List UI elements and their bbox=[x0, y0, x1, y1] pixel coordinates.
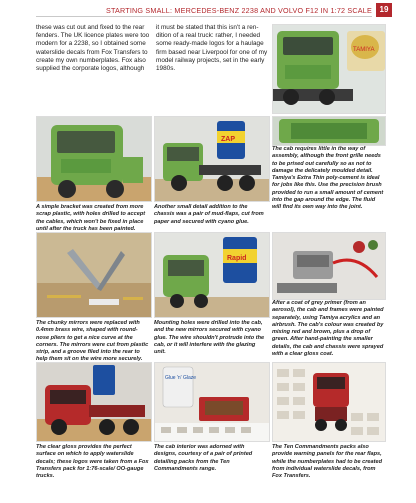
caption-mounting-holes: Mounting holes were drilled into the cab, and the new mirrors secured with cyano glue. The wire shouldn't protrude into the cab, or it will interfere with the glazing unit. bbox=[154, 320, 265, 356]
glue-label: Glue 'n' Glaze bbox=[165, 375, 197, 381]
photo-cab-interior-glue bbox=[154, 362, 270, 442]
photo-grille-cement bbox=[272, 116, 386, 146]
page-number: 19 bbox=[376, 3, 392, 17]
photo-red-truck-decals bbox=[36, 362, 152, 442]
photo-chassis-mudflaps bbox=[154, 116, 270, 202]
caption-cab-interior: The cab interior was adorned with designs, courtesy of a pair of printed detailing packs from the Ten Commandments range. bbox=[154, 444, 253, 472]
caption-primer: After a coat of grey primer (from an aerosol), the cab and frames were painted separately, using Tamiya acrylics and an airbrush. The cab's colour was created by mixing red and brown, plus a drop of green. After hand-painting the smaller details, the cab and chassis were sprayed with a clear gloss coat. bbox=[272, 300, 384, 358]
body-text-col2: it must be stated that this isn't a ren-dition of a real truck: rather, I needed some ready-made logos for a haulage firm based near Liverpool for one of my model railway projects, set in the early 1980s. bbox=[156, 24, 268, 73]
zap-label: ZAP bbox=[221, 136, 235, 143]
caption-grille: The cab requires little in the way of assembly, although the front grille needs to be prised out carefully so as not to damage the delicately moulded detail. Tamiya's Extra Thin poly-cement is ideal for jobs like this. Use the precision brush provided to run a small amount of cement into the gap around the edge. The fluid will find its own way into the joint. bbox=[272, 146, 384, 211]
running-header bbox=[0, 0, 416, 22]
caption-ten-commandments: The Ten Commandments packs also provide warning panels for the rear flaps, while the numberplates had to be created from individual waterslide decals, from Fox Transfers. bbox=[272, 444, 383, 480]
zap-rapid-label: Rapid bbox=[227, 255, 247, 262]
caption-brass-mirrors: The chunky mirrors were replaced with 0.4mm brass wire, shaped with round-nose pliers to get a nice curve at the corners. The mirrors were cut from plastic strip, and a groove filed into the rear to help them sit on the wire more securely. bbox=[36, 320, 149, 363]
photo-mounting-holes bbox=[154, 232, 270, 318]
photo-warning-panels bbox=[272, 362, 386, 442]
caption-mudflaps: Another small detail addition to the chassis was a pair of mud-flaps, cut from paper and secured with cyano glue. bbox=[154, 204, 264, 225]
tamiya-label: TAMIYA bbox=[353, 47, 375, 53]
caption-clear-gloss: The clear gloss provides the perfect surface on which to apply waterslide decals; these logos were taken from a Fox Transfers pack for 1:76-scale/ OO-gauge trucks. bbox=[36, 444, 149, 480]
photo-brass-wire-mirrors bbox=[36, 232, 152, 318]
running-title: STARTING SMALL: MERCEDES-BENZ 2238 AND VOLVO F12 IN 1:72 SCALE bbox=[105, 6, 372, 15]
body-text-col1: these was cut out and fixed to the rear fenders. The UK licence plates were too modern for a 2238, so I obtained some waterslide decals from Fox Transfers to create my own numberplates. Fox also supplied the corporate logos, although bbox=[36, 24, 150, 73]
photo-primer-painting bbox=[272, 232, 386, 300]
photo-green-truck-tamiya bbox=[272, 24, 386, 114]
photo-cab-bracket bbox=[36, 116, 152, 202]
header-rule bbox=[36, 16, 372, 17]
caption-bracket: A simple bracket was created from more scrap plastic, with holes drilled to accept the cables, which won't be fixed in place until after the truck has been painted. bbox=[36, 204, 146, 232]
